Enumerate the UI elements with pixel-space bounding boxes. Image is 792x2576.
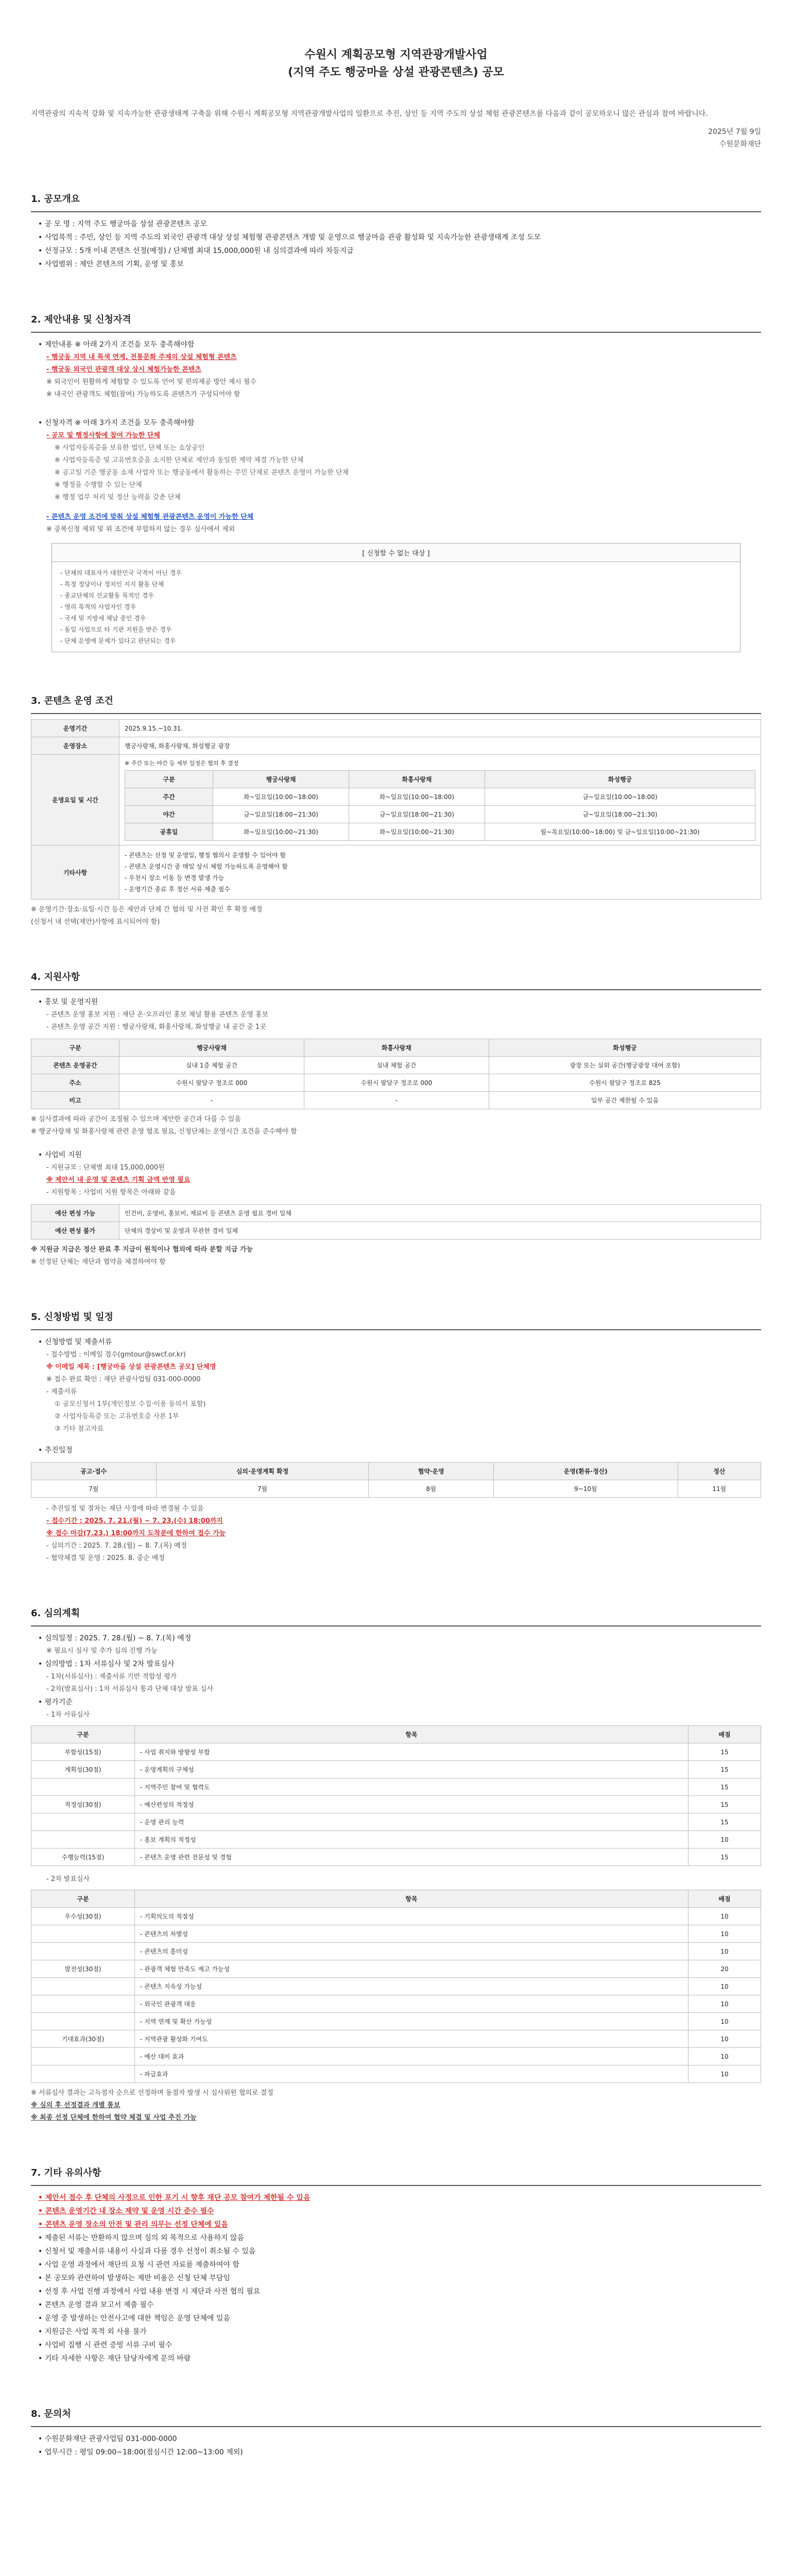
space-cell: 콘텐츠 운영공간	[31, 1057, 119, 1074]
space-cell: -	[304, 1092, 489, 1109]
review-cell	[31, 1943, 135, 1960]
s1-item: • 사업목적 : 주민, 상인 등 지역 주도의 외국인 관광객 대상 상설 체험형 관광콘텐츠 개발 및 운영으로 행궁마을 관광 활성화 및 지속가능한 관광생태계 조성 도모	[38, 233, 541, 242]
s7-item: • 사업비 집행 시 관련 증빙 서류 구비 필수	[38, 2341, 173, 2349]
review-cell: 부합성(15점)	[31, 1743, 135, 1761]
s6-note: ※ 심의 후 선정결과 개별 통보	[31, 2102, 120, 2109]
s8-item: • 업무시간 : 평일 09:00~18:00(점심시간 12:00~13:00 제외)	[38, 2448, 243, 2456]
flow-cell: 11월	[678, 1480, 761, 1498]
schedule-note: ※ 주간 또는 야간 등 세부 일정은 협의 후 결정	[125, 760, 239, 767]
schedule-cell: 금~일요일(10:00~18:00)	[485, 788, 755, 806]
schedule-cell: 화~일요일(10:00~18:00)	[213, 788, 349, 806]
space-head: 화성행궁	[489, 1039, 761, 1057]
review-cell: 15	[688, 1743, 761, 1761]
space-cell: 수원시 팔달구 정조로 825	[489, 1074, 761, 1092]
s7-item: • 운영 중 발생하는 안전사고에 대한 책임은 운영 단체에 있음	[38, 2314, 230, 2323]
section-1-title: 1. 공모개요	[31, 194, 80, 205]
s6-method-item: - 2차(발표심사) : 1차 서류심사 통과 단체 대상 발표 심사	[46, 1685, 214, 1693]
etc-item: - 콘텐츠 운영시간 중 매일 상시 체험 가능하도록 운영해야 함	[125, 863, 288, 870]
schedule-label: 운영요일 및 시간	[31, 755, 119, 845]
place-label: 운영장소	[31, 737, 119, 755]
review-cell: 10	[688, 1943, 761, 1960]
review-cell	[31, 1814, 135, 1831]
ineligible-item: - 단체 운영에 문제가 있다고 판단되는 경우	[60, 637, 176, 645]
s7-item: • 제출된 서류는 반환하지 않으며 심의 외 목적으로 사용하지 않음	[38, 2234, 244, 2242]
review-cell: - 사업 취지와 방향성 부합	[135, 1743, 688, 1761]
s6-note: ※ 최종 선정 단체에 한하여 협약 체결 및 사업 추진 가능	[31, 2114, 197, 2122]
review-cell: - 외국인 관광객 대응	[135, 1995, 688, 2013]
s4-note: ※ 지원금 지급은 정산 완료 후 지급이 원칙이나 협의에 따라 분할 지급 가능	[31, 1246, 253, 1253]
section-1-rule	[31, 211, 761, 212]
s2-c-note: ※ 내국인 관광객도 체험(참여) 가능하도록 콘텐츠가 구성되어야 함	[46, 391, 240, 398]
schedule-cell: 금~일요일(18:00~21:30)	[349, 806, 485, 823]
review-cell: - 관광객 체험 만족도 제고 가능성	[135, 1960, 688, 1978]
s2-excl-note: - 콘텐츠 운영 조건에 맞춰 상설 체험형 관광콘텐츠 운영이 가능한 단체	[46, 513, 254, 521]
review-cell: - 예산편성의 적정성	[135, 1796, 688, 1814]
ineligible-item: - 국세 및 지방세 체납 중인 경우	[60, 615, 146, 622]
review-cell: - 예산 대비 효과	[135, 2048, 688, 2065]
section-3-title: 3. 콘텐츠 운영 조건	[31, 696, 113, 706]
s1-item: • 공 모 명 : 지역 주도 행궁마을 상설 관광콘텐츠 공모	[38, 220, 207, 228]
review-cell: 15	[688, 1814, 761, 1831]
schedule-cell: 화~일요일(10:00~18:00)	[349, 788, 485, 806]
schedule-head: 구분	[125, 771, 213, 788]
s2-c-note: ※ 외국인이 원활하게 체험할 수 있도록 언어 및 편의제공 방안 제시 필수	[46, 378, 256, 386]
schedule-table	[125, 770, 755, 841]
s7-red-item: • 콘텐츠 운영 장소의 안전 및 관리 의무는 선정 단체에 있음	[38, 2221, 228, 2229]
flow-head: 심의·운영계획 확정	[156, 1463, 369, 1480]
flow-cell: 9~10월	[493, 1480, 678, 1498]
budget-cell: 예산 편성 가능	[31, 1205, 119, 1222]
space-cell: 실내 체험 공간	[304, 1057, 489, 1074]
review-cell: - 콘텐츠의 흥미성	[135, 1943, 688, 1960]
section-4-rule	[31, 989, 761, 990]
review-head: 항목	[135, 1726, 688, 1743]
intro-text: 지역관광의 지속적 강화 및 지속가능한 관광생태계 구축을 위해 수원시 계획공모형 지역관광개발사업의 일환으로 추진, 상인 등 지역 주도의 상설 체험 관광콘텐츠를 다음과 같이 공모하오니 많은 관심과 참여 바랍니다.	[31, 110, 708, 118]
review-cell: 10	[688, 1995, 761, 2013]
section-3-rule	[31, 713, 761, 714]
review-table-1	[31, 1725, 761, 1866]
s5-sch-head: • 추진일정	[38, 1446, 73, 1454]
review-cell	[31, 1925, 135, 1943]
s2-q-item: ※ 행정을 수행할 수 있는 단체	[55, 481, 142, 489]
schedule-flow-table	[31, 1462, 761, 1498]
flow-cell: 8월	[369, 1480, 494, 1498]
review-cell	[31, 2065, 135, 2083]
s4-fund-head: • 사업비 지원	[38, 1151, 82, 1159]
s4-fund-sub: - 지원항목 : 사업비 지원 항목은 아래와 같음	[46, 1189, 176, 1196]
section-4-title: 4. 지원사항	[31, 972, 80, 982]
schedule-head: 행궁사랑채	[213, 771, 349, 788]
s5-note: ※ 접수 마감(7.23.) 18:00까지 도착분에 한하여 접수 가능	[46, 1530, 226, 1537]
s5-doc: ① 공모신청서 1부(개인정보 수집·이용 동의서 포함)	[55, 1400, 206, 1408]
budget-cell: 단체의 경상비 및 운영과 무관한 경비 일체	[119, 1222, 761, 1240]
review-cell: - 콘텐츠 운영 관련 전문성 및 경험	[135, 1849, 688, 1866]
s4-fund-sub: - 지원규모 : 단체별 최대 15,000,000원	[46, 1164, 165, 1172]
period-label: 운영기간	[31, 720, 119, 737]
etc-cell	[119, 845, 761, 900]
schedule-cell: 금~일요일(18:00~21:30)	[213, 806, 349, 823]
review-head: 구분	[31, 1890, 135, 1908]
s2-qual-head: • 신청자격 ※ 아래 3가지 조건을 모두 충족해야함	[38, 419, 195, 427]
etc-item: - 콘텐츠는 선정 및 운영일, 행정 협의시 운영할 수 있어야 함	[125, 852, 286, 859]
review-cell: 계획성(30점)	[31, 1761, 135, 1778]
s4-lead: • 홍보 및 운영지원	[38, 998, 98, 1006]
title-line-1: 수원시 계획공모형 지역관광개발사업	[304, 48, 488, 61]
s5-note: - 심의기간 : 2025. 7. 28.(월) ~ 8. 7.(목) 예정	[46, 1542, 187, 1550]
review-cell: - 운영계획의 구체성	[135, 1761, 688, 1778]
etc-item: - 운영기간 종료 후 정산 서류 제출 필수	[125, 886, 230, 893]
section-7-title: 7. 기타 유의사항	[31, 2167, 101, 2178]
review-cell: 적정성(30점)	[31, 1796, 135, 1814]
review-cell: - 콘텐츠의 차별성	[135, 1925, 688, 1943]
space-cell: -	[119, 1092, 304, 1109]
s7-item: • 기타 자세한 사항은 재단 담당자에게 문의 바람	[38, 2354, 191, 2363]
schedule-cell: 주간	[125, 788, 213, 806]
s7-red-item: • 제안서 접수 후 단체의 사정으로 인한 포기 시 향후 재단 공모 참여가 제한될 수 있음	[38, 2194, 311, 2202]
review-cell: - 운영 관리 능력	[135, 1814, 688, 1831]
s6-method: • 심의방법 : 1차 서류심사 및 2차 발표심사	[38, 1660, 175, 1668]
review-cell: - 콘텐츠 지속성 가능성	[135, 1978, 688, 1995]
ineligible-item: - 동일 사업으로 타 기관 지원을 받은 경우	[60, 626, 172, 633]
s5-doc-head: - 제출서류	[46, 1388, 77, 1396]
schedule-head: 화성행궁	[485, 771, 755, 788]
s2-cond-1: - 행궁동 지역 내 특색 연계, 전통문화 주제의 상설 체험형 콘텐츠	[46, 353, 237, 361]
etc-item: - 우천시 장소 이동 등 변경 발생 가능	[125, 874, 225, 882]
s2-cond-2: - 행궁동 외국인 관광객 대상 상시 체험가능한 콘텐츠	[46, 366, 201, 374]
s4-fund-sub: ※ 제안서 내 운영 및 콘텐츠 기획 금액 반영 필요	[46, 1176, 191, 1184]
space-cell: 실내 1층 체험 공간	[119, 1057, 304, 1074]
s4-note: ※ 행궁사랑채 및 화홍사랑채 관련 운영 협조 필요, 신청단체는 운영시간 조건을 준수해야 함	[31, 1128, 297, 1136]
s5-note: - 추진일정 및 절차는 재단 사정에 따라 변경될 수 있음	[46, 1505, 204, 1513]
flow-head: 운영(환류·정산)	[493, 1463, 678, 1480]
ineligible-item: - 영리 목적의 사업자인 경우	[60, 603, 136, 611]
review-cell: - 지역 연계 및 확산 가능성	[135, 2013, 688, 2030]
s5-item: - 접수방법 : 이메일 접수(gmtour@swcf.or.kr)	[46, 1351, 186, 1359]
review-head: 구분	[31, 1726, 135, 1743]
s2-qual-cond: - 공모 및 행정사항에 참여 가능한 단체	[46, 432, 160, 439]
review-cell: 10	[688, 1925, 761, 1943]
s2-q-item: ※ 사업자등록증 및 고유번호증을 소지한 단체로 제안과 동일한 계약 체결 가능한 단체	[55, 456, 304, 464]
notice-title	[31, 0, 761, 81]
s6-tbl1-title: - 1차 서류심사	[46, 1711, 90, 1719]
schedule-cell: 월~목요일(10:00~18:00) 및 금~일요일(10:00~21:30)	[485, 823, 755, 841]
space-cell: 주소	[31, 1074, 119, 1092]
review-head: 배점	[688, 1726, 761, 1743]
budget-cell: 예산 편성 불가	[31, 1222, 119, 1240]
s6-method-item: - 1차(서류심사) : 제출서류 기반 적합성 평가	[46, 1673, 177, 1681]
ineligible-box	[51, 543, 741, 652]
review-cell: 15	[688, 1796, 761, 1814]
s7-item: • 선정 후 사업 진행 과정에서 사업 내용 변경 시 재단과 사전 협의 필요	[38, 2287, 261, 2296]
operation-conditions-table	[31, 719, 761, 900]
review-cell: 15	[688, 1761, 761, 1778]
review-cell: 10	[688, 1908, 761, 1925]
s4-sub: - 콘텐츠 운영 홍보 지원 : 재단 온·오프라인 홍보 채널 활용 콘텐츠 운영 홍보	[46, 1011, 269, 1019]
s5-doc: ③ 기타 참고자료	[55, 1425, 104, 1433]
review-table-2	[31, 1890, 761, 2083]
budget-table	[31, 1204, 761, 1240]
review-head: 배점	[688, 1890, 761, 1908]
s2-excl-sub: ※ 중복신청 제외 및 위 조건에 부합하지 않는 경우 심사에서 제외	[46, 526, 235, 533]
s2-q-item: ※ 행정 업무 처리 및 정산 능력을 갖춘 단체	[55, 494, 181, 501]
s5-item: ※ 접수 완료 확인 : 재단 관광사업팀 031-000-0000	[46, 1376, 201, 1383]
section-7-rule	[31, 2185, 761, 2186]
review-cell: 10	[688, 2030, 761, 2048]
review-cell	[31, 2013, 135, 2030]
s7-item: • 본 공모와 관련하여 발생하는 제반 비용은 신청 단체 부담임	[38, 2274, 230, 2282]
space-cell: 수원시 팔달구 정조로 000	[304, 1074, 489, 1092]
flow-head: 정산	[678, 1463, 761, 1480]
s6-crit-head: • 평가기준	[38, 1698, 73, 1706]
space-cell: 광장 또는 실외 공간(행궁광장 대여 포함)	[489, 1057, 761, 1074]
space-head: 화홍사랑채	[304, 1039, 489, 1057]
s3-foot: (신청서 내 선택(제안)사항에 표시되어야 함)	[31, 918, 160, 926]
review-cell: 10	[688, 1978, 761, 1995]
etc-label: 기타사항	[31, 845, 119, 900]
section-5-rule	[31, 1329, 761, 1330]
announce-date: 2025년 7월 9일	[708, 128, 761, 136]
s2-q-item: ※ 공고일 기준 행궁동 소재 사업자 또는 행궁동에서 활동하는 주민 단체로 콘텐츠 운영이 가능한 단체	[55, 469, 349, 477]
section-8-rule	[31, 2426, 761, 2427]
schedule-cell	[119, 755, 761, 845]
review-cell: 우수성(30점)	[31, 1908, 135, 1925]
flow-cell: 7월	[31, 1480, 157, 1498]
s1-item: • 선정규모 : 5개 이내 콘텐츠 선정(예정) / 단체별 최대 15,000,000원 내 심의결과에 따라 차등지급	[38, 247, 354, 255]
space-cell: 수원시 팔달구 정조로 000	[119, 1074, 304, 1092]
schedule-cell: 화~일요일(10:00~21:30)	[213, 823, 349, 841]
review-cell	[31, 1831, 135, 1849]
schedule-cell: 야간	[125, 806, 213, 823]
s6-sub: ※ 필요시 실사 및 추가 심의 진행 가능	[46, 1647, 158, 1655]
space-table	[31, 1039, 761, 1109]
review-cell: 10	[688, 2013, 761, 2030]
s7-item: • 사업 운영 과정에서 재단의 요청 시 관련 자료를 제출하여야 함	[38, 2261, 239, 2269]
ineligible-item: - 특정 정당이나 정치인 지지 활동 단체	[60, 581, 164, 588]
s7-item: • 콘텐츠 운영 결과 보고서 제출 필수	[38, 2301, 154, 2309]
s2-q-item: ※ 사업자등록증을 보유한 법인, 단체 또는 소상공인	[55, 444, 204, 452]
s4-note: ※ 선정된 단체는 재단과 협약을 체결하여야 함	[31, 1258, 166, 1266]
review-cell: 20	[688, 1960, 761, 1978]
s7-red-item: • 콘텐츠 운영기간 내 장소 제약 및 운영 시간 준수 필수	[38, 2207, 214, 2215]
s8-item: • 수원문화재단 관광사업팀 031-000-0000	[38, 2435, 177, 2443]
period-value: 2025.9.15.~10.31.	[119, 720, 761, 737]
section-6-rule	[31, 1625, 761, 1626]
s5-item: ※ 이메일 제목 : [행궁마을 상설 관광콘텐츠 공모] 단체명	[46, 1363, 216, 1371]
review-cell: - 홍보 계획의 적정성	[135, 1831, 688, 1849]
space-cell: 비고	[31, 1092, 119, 1109]
schedule-cell: 화~일요일(10:00~21:30)	[349, 823, 485, 841]
s1-item: • 사업범위 : 제안 콘텐츠의 기획, 운영 및 홍보	[38, 260, 184, 268]
budget-cell: 인건비, 운영비, 홍보비, 재료비 등 콘텐츠 운영 필요 경비 일체	[119, 1205, 761, 1222]
section-8-title: 8. 문의처	[31, 2409, 71, 2419]
s6-lead: • 심의일정 : 2025. 7. 28.(월) ~ 8. 7.(목) 예정	[38, 1634, 192, 1642]
review-cell: 10	[688, 1831, 761, 1849]
ineligible-item: - 종교단체의 선교활동 목적인 경우	[60, 592, 154, 599]
flow-head: 협약·운영	[369, 1463, 494, 1480]
schedule-head: 화홍사랑채	[349, 771, 485, 788]
ineligible-box-body	[52, 562, 740, 652]
section-2-title: 2. 제안내용 및 신청자격	[31, 314, 131, 325]
review-cell: 수행능력(15점)	[31, 1849, 135, 1866]
title-line-2: (지역 주도 행궁마을 상설 관광콘텐츠) 공모	[288, 66, 504, 79]
section-2-rule	[31, 332, 761, 333]
review-cell: 10	[688, 2048, 761, 2065]
review-cell	[31, 1995, 135, 2013]
review-cell: 10	[688, 2065, 761, 2083]
flow-cell: 7월	[156, 1480, 369, 1498]
review-cell	[31, 1978, 135, 1995]
section-5-title: 5. 신청방법 및 일정	[31, 1312, 113, 1323]
space-cell: 일부 공간 제한될 수 있음	[489, 1092, 761, 1109]
s2-content-head: • 제안내용 ※ 아래 2가지 조건을 모두 충족해야함	[38, 341, 195, 349]
s6-tbl2-title: - 2차 발표심사	[46, 1875, 90, 1883]
review-cell: 발전성(30점)	[31, 1960, 135, 1978]
schedule-cell: 공휴일	[125, 823, 213, 841]
review-cell: - 지역주민 참여 및 협력도	[135, 1778, 688, 1796]
review-cell: - 기획의도의 적절성	[135, 1908, 688, 1925]
s3-foot: ※ 운영기간·장소·요일·시간 등은 제안과 단체 간 협의 및 사전 확인 후 확정 예정	[31, 906, 263, 913]
place-value: 행궁사랑채, 화홍사랑채, 화성행궁 광장	[119, 737, 761, 755]
review-cell: 기대효과(30점)	[31, 2030, 135, 2048]
s6-note: ※ 서류심사 결과는 고득점자 순으로 선정하며 동점자 발생 시 심사위원 협의로 결정	[31, 2089, 273, 2097]
s4-note: ※ 심사결과에 따라 공간이 조정될 수 있으며 제안한 공간과 다를 수 있음	[31, 1115, 241, 1123]
s5-note: - 접수기간 : 2025. 7. 21.(월) ~ 7. 23.(수) 18:00까지	[46, 1517, 223, 1525]
review-cell: 15	[688, 1778, 761, 1796]
s5-lead: • 신청방법 및 제출서류	[38, 1338, 112, 1346]
review-cell: - 파급효과	[135, 2065, 688, 2083]
announce-org: 수원문화재단	[719, 140, 761, 148]
review-head: 항목	[135, 1890, 688, 1908]
space-head: 구분	[31, 1039, 119, 1057]
s7-item: • 신청서 및 제출서류 내용이 사실과 다를 경우 선정이 취소될 수 있음	[38, 2247, 256, 2256]
s5-note: - 협약체결 및 운영 : 2025. 8. 중순 예정	[46, 1554, 165, 1562]
s7-item: • 지원금은 사업 목적 외 사용 불가	[38, 2328, 147, 2336]
space-head: 행궁사랑채	[119, 1039, 304, 1057]
schedule-cell: 금~일요일(18:00~21:30)	[485, 806, 755, 823]
flow-head: 공고·접수	[31, 1463, 157, 1480]
ineligible-box-head: [ 신청할 수 없는 대상 ]	[52, 544, 740, 562]
s5-doc: ② 사업자등록증 또는 고유번호증 사본 1부	[55, 1413, 179, 1420]
section-6-title: 6. 심의계획	[31, 1608, 80, 1619]
review-cell	[31, 2048, 135, 2065]
s4-sub: - 콘텐츠 운영 공간 지원 : 행궁사랑채, 화홍사랑채, 화성행궁 내 공간 중 1곳	[46, 1023, 266, 1031]
review-cell: - 지역관광 활성화 기여도	[135, 2030, 688, 2048]
review-cell	[31, 1778, 135, 1796]
review-cell: 15	[688, 1849, 761, 1866]
ineligible-item: - 단체의 대표자가 대한민국 국적이 아닌 경우	[60, 569, 182, 577]
